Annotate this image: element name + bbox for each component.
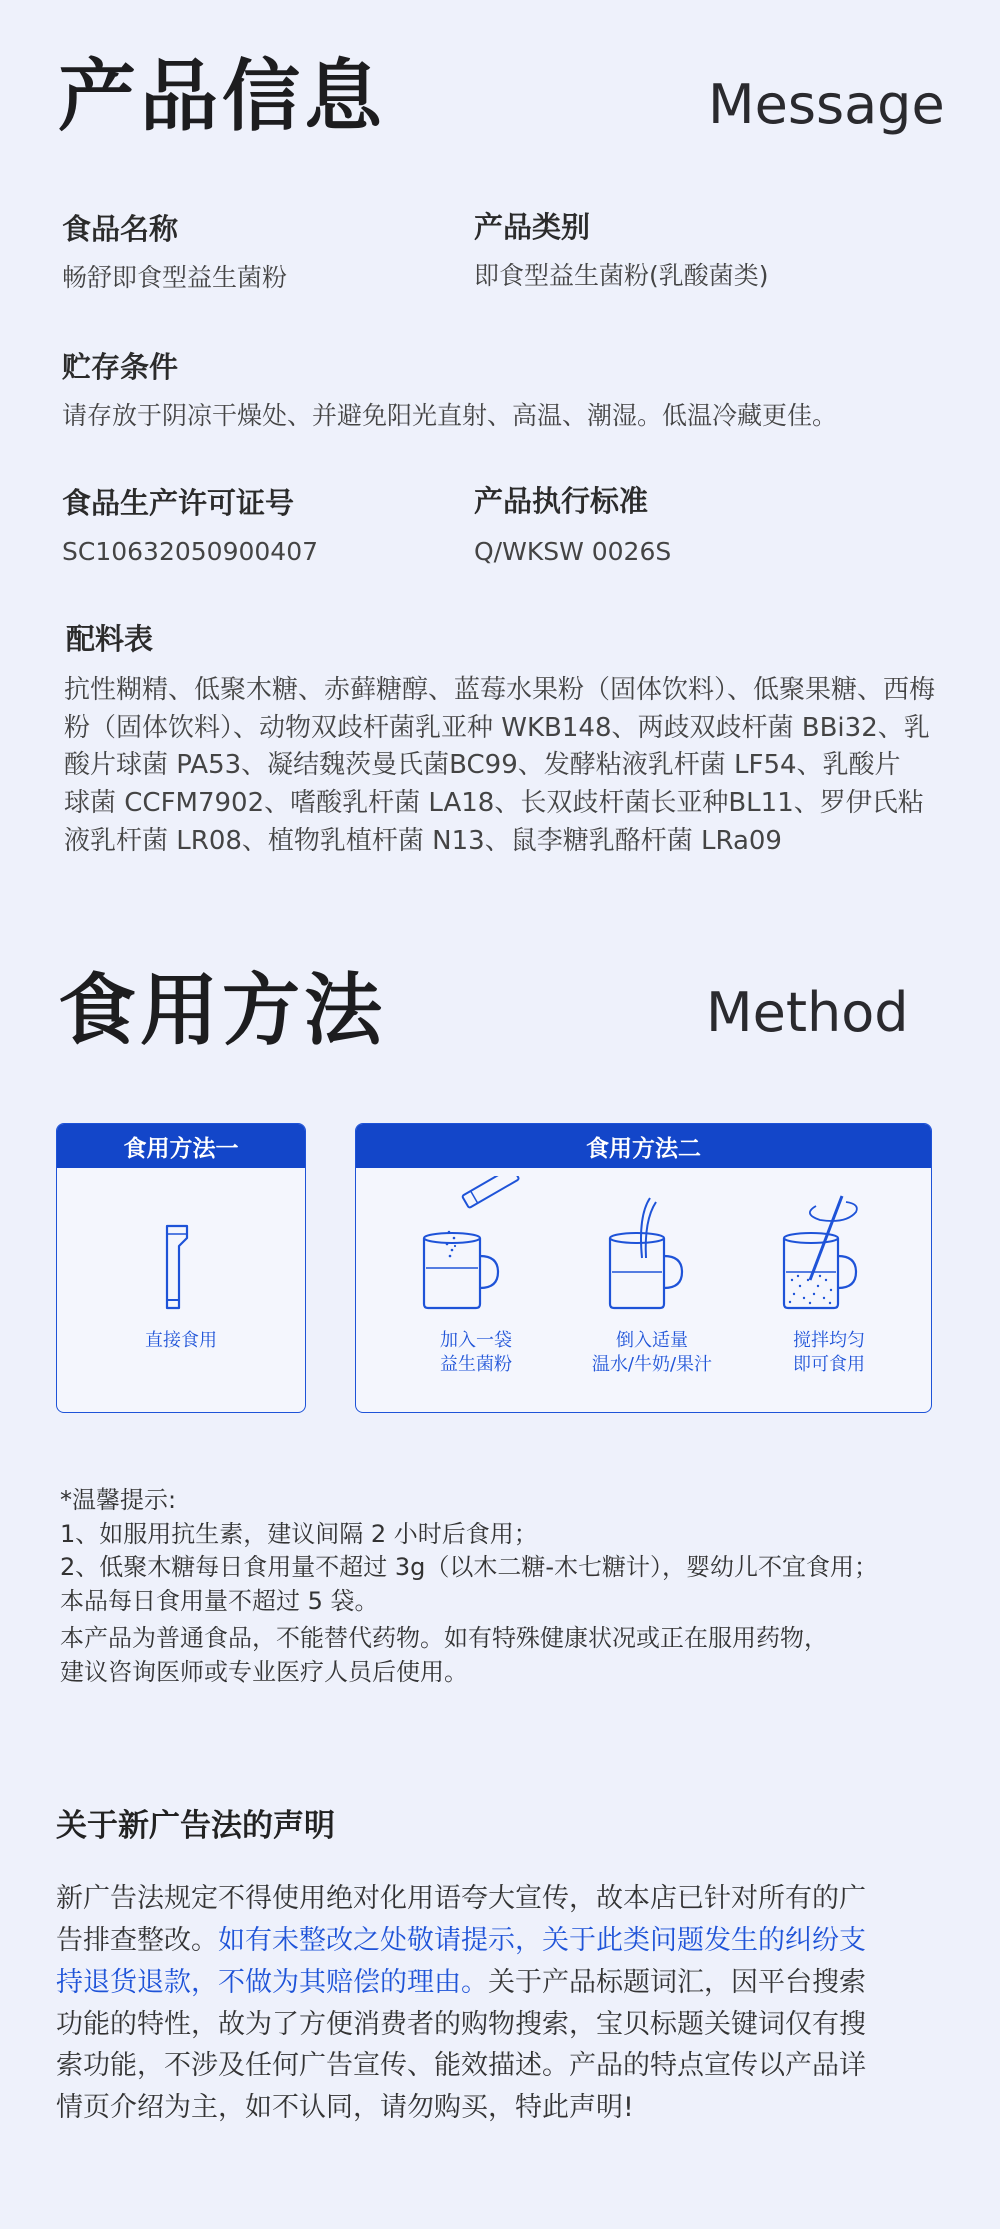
step-caption: 倒入适量 温水/牛奶/果汁	[591, 1330, 713, 1376]
declaration-line: 告排查整改。如有未整改之处敬请提示，关于此类问题发生的纠纷支	[56, 1924, 866, 1956]
method-two-header: 食用方法二	[356, 1124, 931, 1168]
method-one-caption: 直接食用	[145, 1330, 217, 1351]
declaration-line: 情页介绍为主，如不认同，请勿购买，特此声明!	[56, 2092, 634, 2124]
tips-block	[60, 1484, 960, 1690]
pour-water-into-cup-icon	[598, 1176, 698, 1316]
method-one-card	[56, 1123, 306, 1413]
ingredients-line: 抗性糊精、低聚木糖、赤藓糖醇、蓝莓水果粉（固体饮料）、低聚果糖、西梅	[64, 675, 936, 705]
stir-cup-icon	[776, 1176, 876, 1316]
standard-label: 产品执行标准	[474, 484, 649, 518]
declaration-line: 索功能，不涉及任何广告宣传、能效描述。产品的特点宣传以产品详	[56, 2050, 866, 2082]
step-caption: 加入一袋 益生菌粉	[440, 1330, 512, 1376]
product-info-title-en: Message	[708, 73, 945, 136]
tips-line: *温馨提示:	[60, 1486, 177, 1514]
storage-value: 请存放于阴凉干燥处、并避免阳光直射、高温、潮湿。低温冷藏更佳。	[62, 401, 838, 430]
tips-line: 建议咨询医师或专业医疗人员后使用。	[60, 1657, 468, 1686]
declaration-line: 新广告法规定不得使用绝对化用语夸大宣传，故本店已针对所有的广	[56, 1883, 866, 1914]
ingredients-label: 配料表	[66, 622, 154, 656]
standard-value: Q/WKSW 0026S	[474, 537, 672, 566]
pour-sachet-into-cup-icon	[414, 1176, 524, 1316]
ingredients-line: 粉（固体饮料）、动物双歧杆菌乳亚种 WKB148、两歧双歧杆菌 BBi32、乳	[64, 712, 930, 743]
ingredients-line: 液乳杆菌 LR08、植物乳植杆菌 N13、鼠李糖乳酪杆菌 LRa09	[64, 825, 782, 856]
method-one-header: 食用方法一	[57, 1124, 305, 1168]
tips-line: 本产品为普通食品，不能替代药物。如有特殊健康状况或正在服用药物，	[60, 1624, 828, 1653]
ingredients-text	[64, 672, 964, 860]
declaration-line: 功能的特性，故为了方便消费者的购物搜索，宝贝标题关键词仅有搜	[56, 2008, 866, 2040]
category-value: 即食型益生菌粉(乳酸菌类)	[474, 261, 769, 290]
category-label: 产品类别	[474, 210, 591, 244]
step-caption: 搅拌均匀 即可食用	[793, 1330, 865, 1376]
license-value: SC10632050900407	[62, 537, 319, 566]
storage-label: 贮存条件	[62, 350, 179, 384]
sachet-icon	[153, 1216, 213, 1316]
product-info-title: 产品信息	[58, 52, 387, 142]
declaration-title: 关于新广告法的声明	[56, 1808, 335, 1844]
declaration-text	[56, 1878, 966, 2129]
tips-line: 本品每日食用量不超过 5 袋。	[60, 1586, 379, 1615]
ingredients-line: 球菌 CCFM7902、嗜酸乳杆菌 LA18、长双歧杆菌长亚种BL11、罗伊氏粘	[64, 788, 924, 819]
method-title-en: Method	[706, 981, 909, 1044]
declaration-line: 持退货退款，不做为其赔偿的理由。关于产品标题词汇，因平台搜索	[56, 1966, 866, 1998]
declaration-highlight: 持退货退款，不做为其赔偿的理由。	[56, 1966, 488, 1998]
method-two-card	[355, 1123, 932, 1413]
method-title: 食用方法	[58, 966, 387, 1056]
food-name-value: 畅舒即食型益生菌粉	[62, 263, 288, 292]
tips-line: 2、低聚木糖每日食用量不超过 3g（以木二糖-木七糖计），婴幼儿不宜食用；	[60, 1553, 879, 1582]
food-name-label: 食品名称	[62, 212, 179, 246]
declaration-highlight: 如有未整改之处敬请提示，关于此类问题发生的纠纷支	[218, 1924, 866, 1956]
license-label: 食品生产许可证号	[62, 486, 295, 520]
tips-line: 1、如服用抗生素，建议间隔 2 小时后食用；	[60, 1519, 538, 1548]
ingredients-line: 酸片球菌 PA53、凝结魏茨曼氏菌BC99、发酵粘液乳杆菌 LF54、乳酸片	[64, 750, 901, 781]
